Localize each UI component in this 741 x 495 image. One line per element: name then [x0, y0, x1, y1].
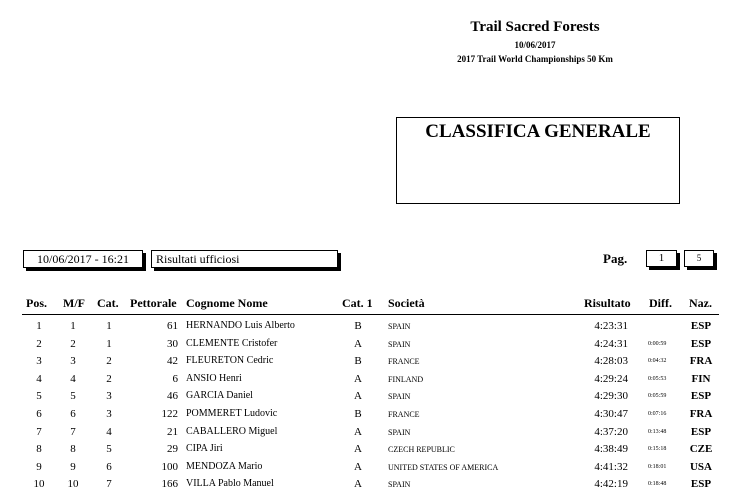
classification-box: [396, 117, 680, 204]
row-society: SPAIN: [388, 392, 411, 402]
row-nation: FRA: [689, 355, 713, 368]
table-row: [0, 426, 741, 443]
row-bib-number: 166: [161, 478, 178, 491]
row-mf-rank: 6: [70, 408, 76, 420]
row-society: SPAIN: [388, 339, 411, 349]
row-category: A: [354, 460, 362, 473]
col-header-nat: Naz.: [689, 296, 712, 310]
table-row: [0, 390, 741, 407]
row-result-time: 4:42:19: [594, 478, 628, 491]
row-position: 10: [33, 478, 45, 491]
row-athlete-name: MENDOZA Mario: [186, 460, 263, 472]
row-nation: ESP: [690, 337, 712, 350]
col-header-diff: Diff.: [649, 296, 672, 310]
table-row: [0, 478, 741, 495]
row-mf-rank: 1: [70, 320, 76, 332]
row-society: FINLAND: [388, 374, 424, 384]
row-category: A: [354, 390, 362, 403]
row-nation: USA: [689, 460, 712, 473]
row-bib-number: 29: [167, 443, 178, 456]
row-society: FRANCE: [388, 357, 420, 367]
row-position: 7: [36, 425, 42, 438]
row-category: A: [354, 372, 362, 385]
row-result-time: 4:29:24: [594, 372, 628, 385]
row-category: A: [354, 443, 362, 456]
row-result-time: 4:28:03: [594, 355, 628, 368]
row-result-time: 4:23:31: [594, 320, 628, 332]
row-athlete-name: CLEMENTE Cristofer: [186, 337, 278, 349]
row-category: A: [354, 425, 362, 438]
row-category: A: [354, 478, 362, 491]
row-athlete-name: ANSIO Henri: [186, 372, 242, 384]
row-society: SPAIN: [388, 480, 411, 490]
row-bib-number: 6: [172, 372, 178, 385]
row-time-diff: 0:18:48: [648, 481, 667, 488]
row-bib-number: 42: [167, 355, 178, 368]
page-label: Pag.: [603, 251, 628, 266]
row-time-diff: 0:15:18: [648, 446, 667, 453]
row-athlete-name: POMMERET Ludovic: [186, 408, 278, 419]
row-result-time: 4:29:30: [594, 390, 628, 403]
document-title: Trail Sacred Forests: [470, 19, 600, 35]
row-category: B: [354, 355, 362, 368]
table-row: [0, 338, 741, 355]
event-date: 10/06/2017: [514, 40, 556, 50]
row-society: CZECH REPUBLIC: [388, 445, 455, 455]
row-category-rank: 3: [106, 390, 112, 403]
row-society: SPAIN: [388, 322, 411, 331]
col-header-mf: M/F: [63, 296, 85, 310]
total-pages: 5: [684, 250, 714, 267]
row-result-time: 4:24:31: [594, 337, 628, 350]
classification-title: CLASSIFICA GENERALE: [425, 121, 651, 142]
col-header-cat1: Cat. 1: [342, 296, 373, 310]
row-position: 8: [36, 443, 42, 456]
row-athlete-name: VILLA Pablo Manuel: [186, 478, 274, 490]
row-result-time: 4:37:20: [594, 425, 628, 438]
datetime-box: 10/06/2017 - 16:21: [23, 250, 143, 268]
row-position: 4: [36, 372, 42, 385]
row-bib-number: 46: [167, 390, 178, 403]
current-page: 1: [646, 250, 677, 267]
row-mf-rank: 7: [70, 425, 76, 438]
row-nation: ESP: [690, 425, 712, 438]
row-position: 3: [36, 355, 42, 368]
row-position: 2: [36, 337, 42, 350]
row-mf-rank: 9: [70, 460, 76, 473]
table-row: [0, 320, 741, 337]
row-nation: ESP: [690, 478, 712, 491]
event-name: 2017 Trail World Championships 50 Km: [457, 54, 613, 64]
row-athlete-name: CIPA Jiri: [186, 443, 223, 455]
row-category: B: [354, 408, 362, 420]
col-header-cat: Cat.: [97, 296, 119, 310]
status-box: Risultati ufficiosi: [151, 250, 338, 268]
row-mf-rank: 10: [67, 478, 79, 491]
table-row: [0, 408, 741, 425]
row-society: UNITED STATES OF AMERICA: [388, 462, 499, 472]
row-position: 6: [36, 408, 42, 420]
row-category-rank: 6: [106, 460, 112, 473]
row-time-diff: 0:18:01: [648, 463, 667, 470]
row-society: FRANCE: [388, 410, 420, 419]
table-row: [0, 443, 741, 460]
row-result-time: 4:41:32: [594, 460, 628, 473]
row-mf-rank: 4: [70, 372, 76, 385]
row-bib-number: 61: [167, 320, 178, 332]
row-category-rank: 4: [106, 425, 112, 438]
row-category: B: [354, 320, 362, 332]
row-athlete-name: CABALLERO Miguel: [186, 425, 278, 437]
row-athlete-name: HERNANDO Luis Alberto: [186, 320, 295, 331]
row-bib-number: 30: [167, 337, 178, 350]
row-nation: ESP: [690, 390, 712, 403]
row-category-rank: 7: [106, 478, 112, 491]
row-position: 5: [36, 390, 42, 403]
row-category-rank: 5: [106, 443, 112, 456]
row-society: SPAIN: [388, 427, 411, 437]
col-header-bib: Pettorale: [130, 296, 177, 310]
row-time-diff: 0:05:53: [648, 375, 667, 382]
row-bib-number: 122: [161, 408, 178, 420]
col-header-pos: Pos.: [26, 296, 47, 310]
row-nation: FRA: [689, 408, 713, 420]
col-header-society: Società: [388, 296, 425, 310]
row-mf-rank: 2: [70, 337, 76, 350]
col-header-result: Risultato: [584, 296, 631, 310]
row-time-diff: 0:04:32: [648, 358, 667, 365]
row-category-rank: 1: [106, 337, 112, 350]
row-time-diff: 0:07:16: [648, 411, 667, 417]
row-time-diff: 0:13:48: [648, 428, 667, 435]
row-athlete-name: GARCIA Daniel: [186, 390, 253, 402]
row-athlete-name: FLEURETON Cedric: [186, 355, 274, 367]
row-position: 1: [36, 320, 42, 332]
header-divider: [22, 314, 719, 315]
row-mf-rank: 3: [70, 355, 76, 368]
row-time-diff: 0:00:59: [648, 340, 667, 347]
row-result-time: 4:38:49: [594, 443, 628, 456]
row-mf-rank: 8: [70, 443, 76, 456]
row-result-time: 4:30:47: [594, 408, 628, 420]
table-row: [0, 355, 741, 372]
row-category-rank: 2: [106, 355, 112, 368]
row-category: A: [354, 337, 362, 350]
row-category-rank: 3: [106, 408, 112, 420]
row-position: 9: [36, 460, 42, 473]
table-row: [0, 461, 741, 478]
row-category-rank: 1: [106, 320, 112, 332]
row-nation: FIN: [691, 372, 711, 385]
table-row: [0, 373, 741, 390]
row-bib-number: 100: [161, 460, 178, 473]
row-nation: ESP: [690, 320, 712, 332]
row-time-diff: 0:05:59: [648, 393, 667, 400]
row-bib-number: 21: [167, 425, 178, 438]
row-category-rank: 2: [106, 372, 112, 385]
col-header-name: Cognome Nome: [186, 296, 268, 310]
row-nation: CZE: [689, 443, 713, 456]
row-mf-rank: 5: [70, 390, 76, 403]
